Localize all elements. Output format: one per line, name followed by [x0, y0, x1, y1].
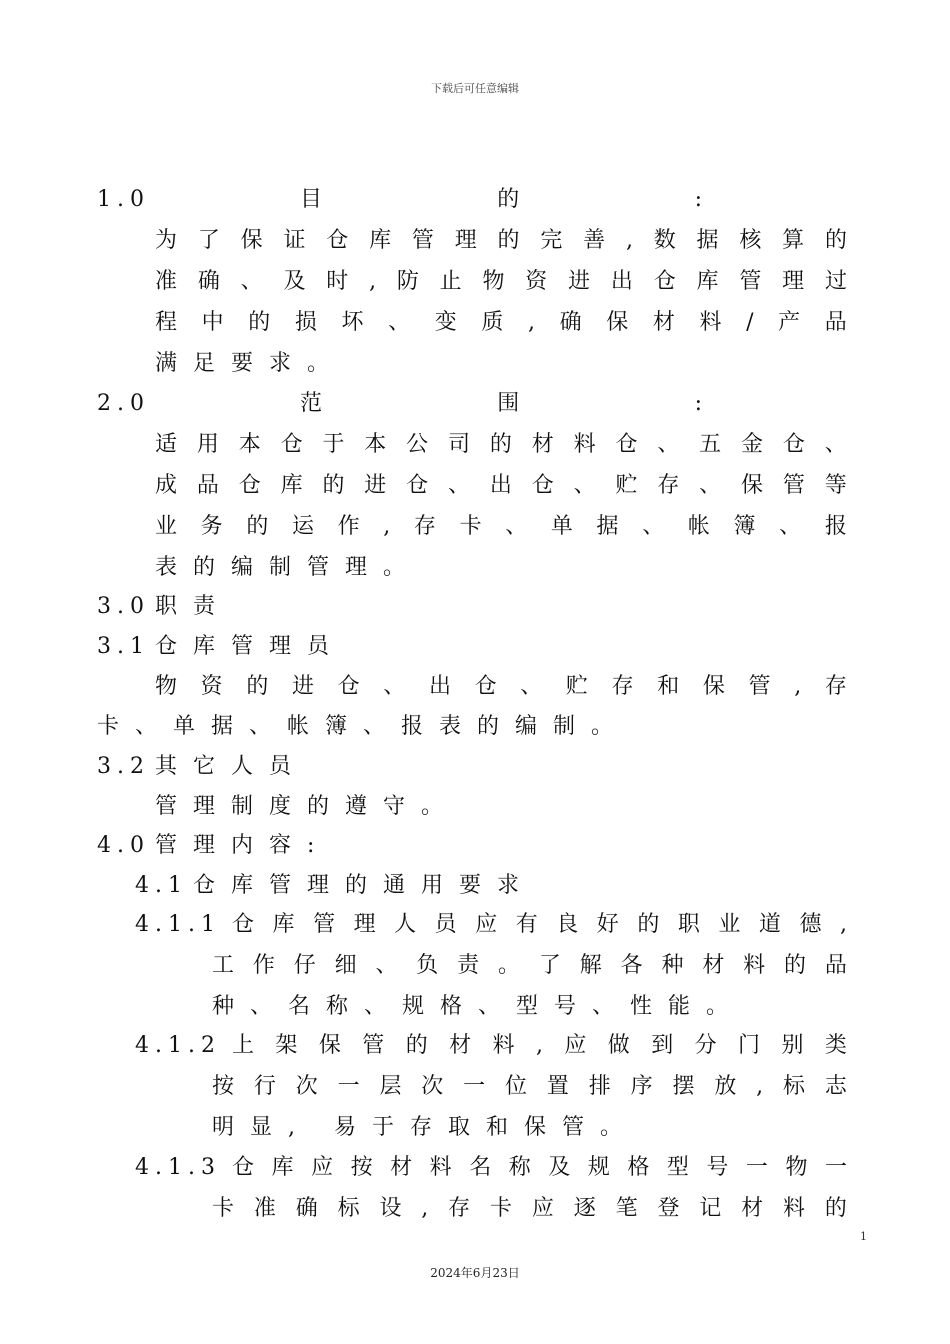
- glyph: 确: [295, 1196, 318, 1221]
- glyph: 过: [824, 269, 847, 294]
- glyph: 门: [738, 1033, 761, 1058]
- glyph: 业: [155, 514, 178, 539]
- glyph: 材: [741, 1196, 764, 1221]
- glyph: 类: [824, 1033, 847, 1058]
- glyph: 本: [238, 432, 261, 457]
- glyph: 各: [620, 953, 643, 978]
- glyph: 标: [783, 1074, 806, 1099]
- paragraph-line: [0, 992, 950, 1022]
- heading-scope: [0, 389, 950, 419]
- section-number: 3.1: [97, 634, 150, 659]
- glyph: 的: [784, 953, 807, 978]
- glyph: 材: [449, 1033, 472, 1058]
- glyph: 运: [291, 514, 314, 539]
- glyph: 的: [248, 310, 271, 335]
- line-text: 管理制度的遵守。: [155, 794, 460, 819]
- glyph: 管: [782, 473, 805, 498]
- paragraph-line: [0, 267, 950, 297]
- page-footer-date: 2024年6月23日: [430, 1266, 520, 1280]
- heading-warehouse-keeper: [0, 632, 950, 662]
- glyph: 逐: [573, 1196, 596, 1221]
- glyph: 料: [573, 432, 596, 457]
- glyph: 物: [482, 269, 505, 294]
- glyph: 质: [481, 310, 504, 335]
- glyph: 和: [657, 674, 680, 699]
- glyph: 资: [200, 674, 223, 699]
- glyph: 仓: [615, 432, 638, 457]
- glyph: 仓: [474, 674, 497, 699]
- clause-line: [0, 1031, 950, 1061]
- glyph: 库: [280, 473, 303, 498]
- glyph: 卡: [490, 1196, 513, 1221]
- line-text: 管理内容:: [155, 833, 331, 858]
- glyph: 管: [411, 228, 434, 253]
- glyph: 放: [714, 1074, 737, 1099]
- glyph: 进: [364, 473, 387, 498]
- glyph: 的: [246, 514, 269, 539]
- glyph: 料: [783, 1196, 806, 1221]
- glyph: 及: [283, 269, 306, 294]
- glyph: 仓: [782, 432, 805, 457]
- glyph: 变: [434, 310, 457, 335]
- section-number: 4.1: [135, 873, 188, 898]
- glyph: 等: [824, 473, 847, 498]
- glyph: 的: [405, 1033, 428, 1058]
- paragraph-line: [0, 430, 950, 460]
- glyph: 品: [824, 310, 847, 335]
- glyph: 到: [651, 1033, 674, 1058]
- glyph: /: [746, 310, 754, 335]
- glyph: 仓: [232, 1155, 255, 1180]
- section-number: 3.2: [97, 754, 150, 779]
- glyph: 贮: [565, 674, 588, 699]
- glyph: ,: [625, 228, 633, 253]
- glyph: 管: [362, 1033, 385, 1058]
- glyph: 次: [421, 1074, 444, 1099]
- line-text: [155, 471, 847, 501]
- line-text: 种、名称、规格、型号、性能。: [212, 994, 745, 1019]
- glyph: 公: [406, 432, 429, 457]
- glyph: 仓: [326, 228, 349, 253]
- glyph: 。: [498, 953, 521, 978]
- glyph: ,: [535, 1033, 543, 1058]
- glyph: 出: [428, 674, 451, 699]
- glyph: 范: [300, 391, 323, 416]
- paragraph-line: [0, 1072, 950, 1102]
- glyph: 损: [294, 310, 317, 335]
- glyph: 仓: [232, 912, 255, 937]
- glyph: 本: [364, 432, 387, 457]
- glyph: 材: [390, 1155, 413, 1180]
- glyph: 库: [369, 228, 392, 253]
- section-number: 4.1.2: [135, 1033, 221, 1058]
- glyph: :: [694, 187, 702, 212]
- line-text: 其它人员: [155, 754, 308, 779]
- line-text: [300, 185, 702, 215]
- glyph: 确: [559, 310, 582, 335]
- glyph: 帐: [687, 514, 710, 539]
- glyph: 准: [253, 1196, 276, 1221]
- glyph: 保: [741, 473, 764, 498]
- paragraph-line: [0, 471, 950, 501]
- glyph: 材: [702, 953, 725, 978]
- glyph: 单: [550, 514, 573, 539]
- glyph: 别: [781, 1033, 804, 1058]
- glyph: 种: [661, 953, 684, 978]
- glyph: 、: [383, 674, 406, 699]
- glyph: 贮: [615, 473, 638, 498]
- glyph: 为: [155, 228, 178, 253]
- line-text: [155, 512, 847, 542]
- glyph: 应: [564, 1033, 587, 1058]
- glyph: 物: [155, 674, 178, 699]
- glyph: 仓: [280, 432, 303, 457]
- glyph: 理: [454, 228, 477, 253]
- glyph: 细: [334, 953, 357, 978]
- glyph: 的: [246, 674, 269, 699]
- glyph: 、: [573, 473, 596, 498]
- glyph: 存: [448, 1196, 471, 1221]
- glyph: 料: [429, 1155, 452, 1180]
- glyph: 良: [556, 912, 579, 937]
- glyph: 数: [653, 228, 676, 253]
- glyph: 材: [652, 310, 675, 335]
- glyph: 卡: [212, 1196, 235, 1221]
- glyph: 保: [240, 228, 263, 253]
- glyph: 准: [155, 269, 178, 294]
- glyph: 记: [699, 1196, 722, 1221]
- line-text: [232, 1031, 847, 1061]
- paragraph-line: [0, 349, 950, 379]
- glyph: ,: [369, 269, 377, 294]
- glyph: 标: [337, 1196, 360, 1221]
- heading-other-staff: [0, 752, 950, 782]
- glyph: ,: [383, 514, 391, 539]
- section-number: 4.0: [97, 833, 150, 858]
- glyph: 格: [627, 1155, 650, 1180]
- glyph: 理: [353, 912, 376, 937]
- paragraph-line: [0, 512, 950, 542]
- glyph: 的: [489, 432, 512, 457]
- glyph: 止: [439, 269, 462, 294]
- glyph: 、: [240, 269, 263, 294]
- glyph: 存: [824, 674, 847, 699]
- glyph: 、: [642, 514, 665, 539]
- glyph: 管: [313, 912, 336, 937]
- line-text: 仓库管理的通用要求: [193, 873, 536, 898]
- glyph: 资: [525, 269, 548, 294]
- glyph: 、: [388, 310, 411, 335]
- glyph: 目: [300, 187, 323, 212]
- glyph: 、: [699, 473, 722, 498]
- line-text: [232, 1153, 847, 1183]
- glyph: 库: [696, 269, 719, 294]
- glyph: 核: [739, 228, 762, 253]
- glyph: :: [694, 391, 702, 416]
- glyph: 管: [748, 674, 771, 699]
- glyph: 品: [196, 473, 219, 498]
- glyph: 算: [782, 228, 805, 253]
- section-number: 4.1.1: [135, 912, 221, 937]
- glyph: 序: [630, 1074, 653, 1099]
- glyph: 司: [448, 432, 471, 457]
- glyph: 一: [745, 1155, 768, 1180]
- glyph: 业: [718, 912, 741, 937]
- glyph: 架: [275, 1033, 298, 1058]
- line-text: [155, 226, 847, 256]
- glyph: 据: [596, 514, 619, 539]
- glyph: 应: [311, 1155, 334, 1180]
- glyph: 据: [696, 228, 719, 253]
- glyph: 责: [457, 953, 480, 978]
- line-text: 职责: [155, 594, 232, 619]
- section-number: 1.0: [97, 187, 150, 212]
- glyph: 应: [531, 1196, 554, 1221]
- glyph: 仓: [238, 473, 261, 498]
- glyph: 的: [824, 228, 847, 253]
- glyph: 摆: [672, 1074, 695, 1099]
- glyph: 确: [197, 269, 220, 294]
- glyph: 保: [606, 310, 629, 335]
- clause-line: [0, 1153, 950, 1183]
- glyph: 管: [739, 269, 762, 294]
- glyph: 适: [155, 432, 178, 457]
- glyph: 簿: [733, 514, 756, 539]
- paragraph-line: [0, 308, 950, 338]
- page-number: 1: [860, 1230, 867, 1243]
- glyph: 上: [232, 1033, 255, 1058]
- glyph: 员: [434, 912, 457, 937]
- paragraph-line: [0, 792, 950, 822]
- glyph: 仓: [531, 473, 554, 498]
- glyph: 按: [212, 1074, 235, 1099]
- glyph: 的: [637, 912, 660, 937]
- glyph: ,: [528, 310, 535, 335]
- glyph: 职: [677, 912, 700, 937]
- glyph: 防: [396, 269, 419, 294]
- glyph: 材: [531, 432, 554, 457]
- glyph: 物: [785, 1155, 808, 1180]
- glyph: 了: [197, 228, 220, 253]
- glyph: 一: [824, 1155, 847, 1180]
- glyph: 解: [579, 953, 602, 978]
- glyph: 证: [283, 228, 306, 253]
- glyph: 置: [546, 1074, 569, 1099]
- glyph: 的: [497, 228, 520, 253]
- glyph: 应: [475, 912, 498, 937]
- glyph: 进: [291, 674, 314, 699]
- glyph: 库: [272, 912, 295, 937]
- paragraph-line: [0, 1194, 950, 1224]
- glyph: ,: [794, 674, 802, 699]
- glyph: 有: [515, 912, 538, 937]
- glyph: 道: [758, 912, 781, 937]
- glyph: 完: [540, 228, 563, 253]
- glyph: 号: [706, 1155, 729, 1180]
- glyph: 、: [448, 473, 471, 498]
- glyph: 分: [694, 1033, 717, 1058]
- glyph: 成: [155, 473, 178, 498]
- glyph: 排: [588, 1074, 611, 1099]
- glyph: 做: [607, 1033, 630, 1058]
- glyph: 程: [155, 310, 178, 335]
- glyph: 仔: [293, 953, 316, 978]
- glyph: 保: [318, 1033, 341, 1058]
- line-text: [155, 308, 847, 338]
- line-text: [232, 910, 847, 940]
- glyph: 负: [416, 953, 439, 978]
- line-text: [155, 672, 847, 702]
- glyph: 卡: [459, 514, 482, 539]
- heading-responsibilities: [0, 592, 950, 622]
- line-text: 卡、单据、帐簿、报表的编制。: [97, 714, 630, 739]
- glyph: 库: [271, 1155, 294, 1180]
- glyph: 用: [196, 432, 219, 457]
- line-text: 明显, 易于存取和保管。: [212, 1115, 638, 1140]
- glyph: 行: [253, 1074, 276, 1099]
- line-text: [212, 1194, 847, 1224]
- page-header: 下载后可任意编辑: [431, 82, 519, 95]
- glyph: 笔: [615, 1196, 638, 1221]
- glyph: 登: [657, 1196, 680, 1221]
- glyph: 产: [778, 310, 801, 335]
- glyph: 务: [200, 514, 223, 539]
- section-number: 3.0: [97, 594, 150, 619]
- glyph: 的: [322, 473, 345, 498]
- glyph: 料: [743, 953, 766, 978]
- glyph: 金: [741, 432, 764, 457]
- paragraph-line: [0, 672, 950, 702]
- glyph: 次: [295, 1074, 318, 1099]
- glyph: 好: [596, 912, 619, 937]
- glyph: 人: [394, 912, 417, 937]
- glyph: 的: [497, 187, 520, 212]
- glyph: 、: [520, 674, 543, 699]
- glyph: 存: [657, 473, 680, 498]
- glyph: 的: [824, 1196, 847, 1221]
- line-text: 仓库管理员: [155, 634, 346, 659]
- glyph: ,: [839, 912, 847, 937]
- glyph: 型: [666, 1155, 689, 1180]
- glyph: 及: [548, 1155, 571, 1180]
- paragraph-line: [0, 226, 950, 256]
- glyph: 、: [779, 514, 802, 539]
- glyph: 品: [824, 953, 847, 978]
- glyph: 作: [337, 514, 360, 539]
- glyph: 报: [824, 514, 847, 539]
- glyph: 德: [799, 912, 822, 937]
- glyph: 善: [583, 228, 606, 253]
- clause-line: [0, 910, 950, 940]
- glyph: 围: [497, 391, 520, 416]
- line-text: [155, 267, 847, 297]
- paragraph-line: [0, 712, 950, 742]
- glyph: 一: [337, 1074, 360, 1099]
- line-text: [155, 430, 847, 460]
- glyph: 仓: [406, 473, 429, 498]
- glyph: 于: [322, 432, 345, 457]
- glyph: 了: [538, 953, 561, 978]
- glyph: 、: [657, 432, 680, 457]
- heading-management: [0, 831, 950, 861]
- glyph: 按: [350, 1155, 373, 1180]
- section-number: 2.0: [97, 391, 150, 416]
- glyph: 料: [699, 310, 722, 335]
- line-text: [212, 951, 847, 981]
- paragraph-line: [0, 1113, 950, 1143]
- glyph: 、: [505, 514, 528, 539]
- glyph: 存: [611, 674, 634, 699]
- glyph: 仓: [653, 269, 676, 294]
- line-text: 满足要求。: [155, 351, 346, 376]
- glyph: 料: [492, 1033, 515, 1058]
- glyph: 出: [489, 473, 512, 498]
- glyph: 工: [212, 953, 235, 978]
- glyph: 位: [505, 1074, 528, 1099]
- glyph: 五: [699, 432, 722, 457]
- line-text: [300, 389, 702, 419]
- glyph: 出: [610, 269, 633, 294]
- glyph: ,: [756, 1074, 764, 1099]
- glyph: 层: [379, 1074, 402, 1099]
- glyph: 理: [782, 269, 805, 294]
- glyph: 保: [702, 674, 725, 699]
- glyph: 、: [824, 432, 847, 457]
- glyph: 、: [375, 953, 398, 978]
- line-text: [212, 1072, 847, 1102]
- paragraph-line: [0, 553, 950, 583]
- glyph: 设: [379, 1196, 402, 1221]
- glyph: 志: [824, 1074, 847, 1099]
- glyph: 称: [508, 1155, 531, 1180]
- glyph: 坏: [341, 310, 364, 335]
- glyph: 时: [326, 269, 349, 294]
- glyph: 规: [587, 1155, 610, 1180]
- line-text: 表的编制管理。: [155, 555, 422, 580]
- paragraph-line: [0, 951, 950, 981]
- glyph: 名: [469, 1155, 492, 1180]
- glyph: 中: [201, 310, 224, 335]
- glyph: 存: [413, 514, 436, 539]
- heading-general-requirements: [0, 871, 950, 901]
- glyph: 作: [252, 953, 275, 978]
- glyph: 一: [463, 1074, 486, 1099]
- glyph: 仓: [337, 674, 360, 699]
- heading-purpose: [0, 185, 950, 215]
- glyph: ,: [421, 1196, 429, 1221]
- glyph: 进: [568, 269, 591, 294]
- section-number: 4.1.3: [135, 1155, 221, 1180]
